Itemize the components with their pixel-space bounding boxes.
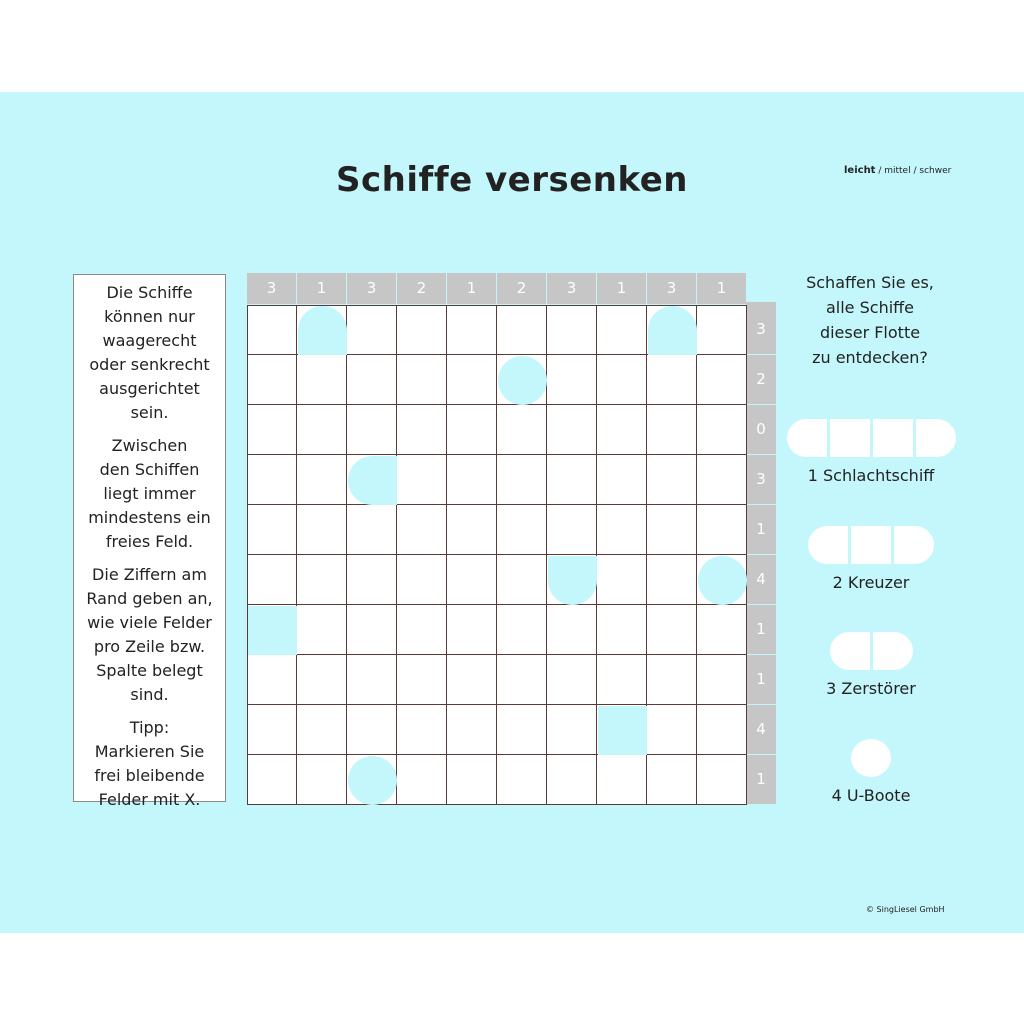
grid-cell[interactable] [247, 355, 297, 405]
rule-text: Die Schiffe können nur waagerecht oder senkrecht ausgerichtet sein. [89, 283, 210, 422]
grid-cell[interactable] [397, 655, 447, 705]
grid-cell[interactable] [497, 655, 547, 705]
hint-end-top [298, 306, 347, 355]
grid-cell[interactable] [497, 755, 547, 805]
grid-cell[interactable] [297, 755, 347, 805]
grid-cell[interactable] [397, 705, 447, 755]
grid-cell[interactable] [397, 505, 447, 555]
grid-cell[interactable] [597, 305, 647, 355]
tip-text: Tipp: Markieren Sie frei bleibende Felder mit X. [94, 718, 205, 809]
row-count: 1 [746, 505, 776, 554]
row-count: 4 [746, 555, 776, 604]
grid-cell[interactable] [247, 755, 297, 805]
grid-cell[interactable] [397, 605, 447, 655]
grid-cell[interactable] [397, 555, 447, 605]
grid-cell[interactable] [647, 755, 697, 805]
row-count: 1 [746, 605, 776, 654]
grid-cell[interactable] [247, 405, 297, 455]
grid-cell[interactable] [647, 505, 697, 555]
grid-cell[interactable] [497, 705, 547, 755]
grid-cell[interactable] [597, 755, 647, 805]
ship-segment [873, 632, 913, 670]
grid-cell[interactable] [247, 455, 297, 505]
hint-square [598, 706, 647, 755]
grid-cell[interactable] [447, 455, 497, 505]
ship-icon [787, 419, 956, 457]
column-count: 3 [647, 273, 696, 304]
difficulty-separator: / [875, 166, 885, 176]
grid-cell[interactable] [247, 705, 297, 755]
row-count: 1 [746, 755, 776, 804]
grid-cell[interactable] [647, 355, 697, 405]
ship-segment [894, 526, 934, 564]
grid-cell[interactable] [697, 455, 747, 505]
grid-cell[interactable] [397, 305, 447, 355]
hint-square [248, 606, 297, 655]
grid-cell[interactable] [647, 555, 697, 605]
ship-icon [851, 739, 891, 777]
column-count: 1 [297, 273, 346, 304]
grid-cell[interactable] [297, 705, 347, 755]
hint-circle [498, 356, 547, 405]
difficulty-mittel[interactable]: mittel [884, 166, 911, 176]
grid-cell[interactable] [347, 405, 397, 455]
row-count: 4 [746, 705, 776, 754]
grid-cell[interactable] [447, 355, 497, 405]
rule-text: Die Ziffern am Rand geben an, wie viele Felder pro Zeile bzw. Spalte belegt sind. [86, 565, 213, 704]
grid-cell[interactable] [497, 305, 547, 355]
grid-cell[interactable] [247, 655, 297, 705]
column-count: 2 [497, 273, 546, 304]
hint-circle [698, 556, 747, 605]
column-count: 1 [597, 273, 646, 304]
grid-cell[interactable] [697, 705, 747, 755]
grid-cell[interactable] [597, 655, 647, 705]
grid-cell[interactable] [497, 455, 547, 505]
grid-cell[interactable] [347, 505, 397, 555]
row-count: 1 [746, 655, 776, 704]
grid-cell[interactable] [597, 405, 647, 455]
ship-segment [851, 526, 891, 564]
grid-cell[interactable] [347, 305, 397, 355]
ship-segment [916, 419, 956, 457]
column-count: 2 [397, 273, 446, 304]
grid-cell[interactable] [647, 405, 697, 455]
row-count: 3 [746, 305, 776, 354]
grid-cell[interactable] [297, 555, 347, 605]
grid-cell[interactable] [597, 555, 647, 605]
ship-segment [787, 419, 827, 457]
grid-cell[interactable] [547, 705, 597, 755]
grid-cell[interactable] [697, 405, 747, 455]
difficulty-separator: / [910, 166, 920, 176]
grid-cell[interactable] [547, 455, 597, 505]
hint-circle [348, 756, 397, 805]
grid-cell[interactable] [347, 355, 397, 405]
grid-cell[interactable] [697, 355, 747, 405]
grid-cell[interactable] [647, 705, 697, 755]
grid-cell[interactable] [597, 605, 647, 655]
grid-cell[interactable] [297, 405, 347, 455]
column-count: 1 [447, 273, 496, 304]
grid-cell[interactable] [247, 505, 297, 555]
grid-cell[interactable] [447, 655, 497, 705]
grid-cell[interactable] [547, 355, 597, 405]
grid-cell[interactable] [447, 605, 497, 655]
fleet-label: 2 Kreuzer [832, 573, 910, 592]
grid-cell[interactable] [547, 505, 597, 555]
grid-cell[interactable] [397, 405, 447, 455]
hint-end-bottom [548, 556, 597, 605]
grid-cell[interactable] [497, 405, 547, 455]
rules-box [73, 274, 226, 809]
puzzle-grid [247, 305, 747, 805]
ship-segment [851, 739, 891, 777]
grid-cell[interactable] [547, 755, 597, 805]
row-count: 2 [746, 355, 776, 404]
hint-end-left [348, 456, 397, 505]
challenge-text: Schaffen Sie es, alle Schiffe dieser Flotte zu entdecken? [806, 273, 934, 367]
grid-cell[interactable] [297, 455, 347, 505]
page-title: Schiffe versenken [336, 160, 688, 200]
ship-segment [808, 526, 848, 564]
ship-icon [830, 632, 913, 670]
ship-segment [830, 632, 870, 670]
grid-cell[interactable] [547, 605, 597, 655]
grid-cell[interactable] [697, 605, 747, 655]
difficulty-leicht[interactable]: leicht [844, 165, 876, 176]
grid-cell[interactable] [697, 505, 747, 555]
grid-cell[interactable] [447, 405, 497, 455]
grid-cell[interactable] [447, 755, 497, 805]
grid-cell[interactable] [697, 755, 747, 805]
grid-cell[interactable] [647, 455, 697, 505]
difficulty-schwer[interactable]: schwer [919, 166, 952, 176]
grid-cell[interactable] [347, 605, 397, 655]
grid-cell[interactable] [347, 555, 397, 605]
grid-cell[interactable] [247, 305, 297, 355]
difficulty-selector [844, 165, 951, 176]
column-count: 3 [547, 273, 596, 304]
grid-cell[interactable] [347, 655, 397, 705]
grid-cell[interactable] [297, 605, 347, 655]
grid-cell[interactable] [597, 455, 647, 505]
grid-cell[interactable] [497, 555, 547, 605]
rule-text: Zwischen den Schiffen liegt immer mindestens ein freies Feld. [88, 436, 211, 551]
grid-cell[interactable] [597, 355, 647, 405]
grid-cell[interactable] [497, 605, 547, 655]
grid-cell[interactable] [397, 455, 447, 505]
column-count: 1 [697, 273, 746, 304]
grid-cell[interactable] [547, 655, 597, 705]
grid-cell[interactable] [297, 505, 347, 555]
ship-segment [873, 419, 913, 457]
grid-cell[interactable] [647, 605, 697, 655]
grid-cell[interactable] [597, 505, 647, 555]
ship-segment [830, 419, 870, 457]
grid-cell[interactable] [647, 655, 697, 705]
grid-cell[interactable] [697, 655, 747, 705]
grid-cell[interactable] [447, 555, 497, 605]
column-count: 3 [347, 273, 396, 304]
fleet-label: 3 Zerstörer [826, 679, 916, 698]
grid-cell[interactable] [347, 705, 397, 755]
grid-cell[interactable] [397, 755, 447, 805]
grid-cell[interactable] [297, 355, 347, 405]
grid-cell[interactable] [697, 305, 747, 355]
row-count: 3 [746, 455, 776, 504]
ship-icon [808, 526, 934, 564]
row-count: 0 [746, 405, 776, 454]
column-count: 3 [247, 273, 296, 304]
grid-cell[interactable] [247, 555, 297, 605]
grid-cell[interactable] [547, 405, 597, 455]
grid-cell[interactable] [447, 705, 497, 755]
grid-cell[interactable] [497, 505, 547, 555]
fleet-label: 1 Schlachtschiff [807, 466, 935, 485]
grid-cell[interactable] [397, 355, 447, 405]
grid-cell[interactable] [547, 305, 597, 355]
grid-cell[interactable] [447, 305, 497, 355]
grid-cell[interactable] [297, 655, 347, 705]
fleet-label: 4 U-Boote [831, 786, 911, 805]
grid-cell[interactable] [447, 505, 497, 555]
copyright: © SingLiesel GmbH [866, 905, 945, 914]
hint-end-top [648, 306, 697, 355]
